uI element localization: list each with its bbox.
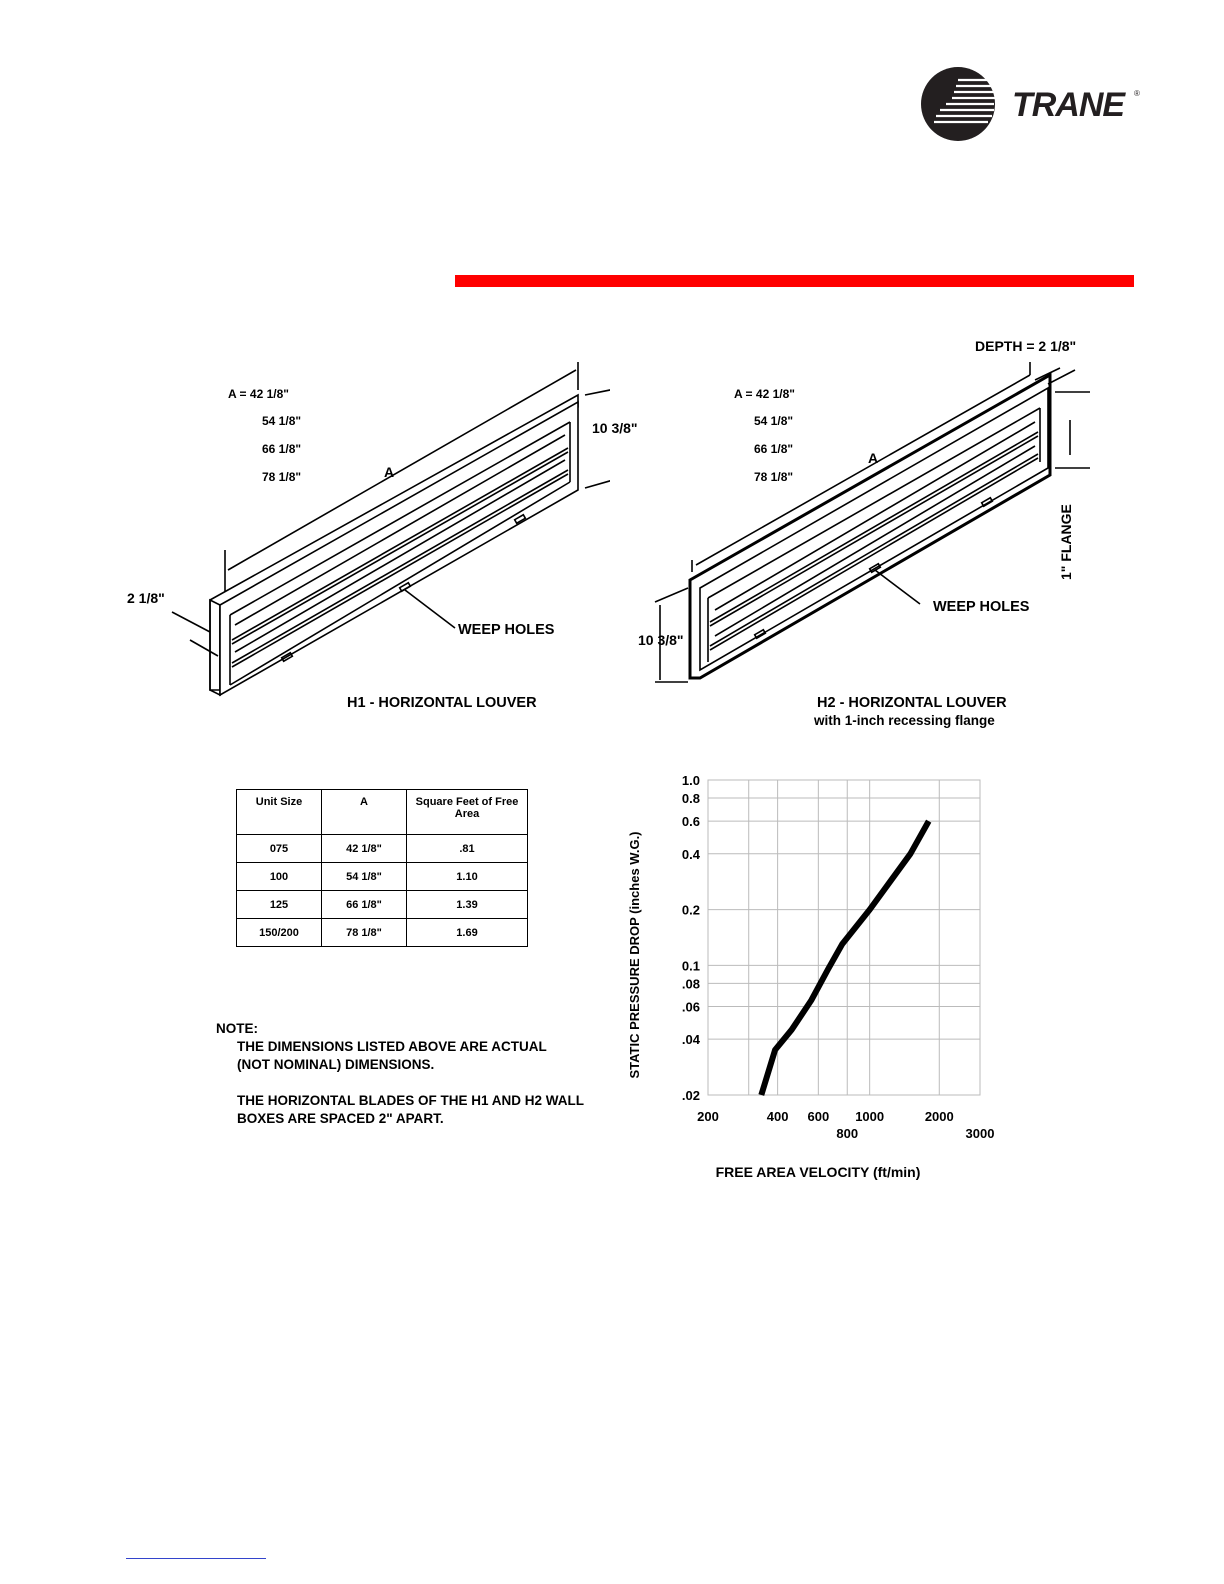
y-tick-label: 1.0	[681, 773, 700, 788]
table-header-cell: Square Feet of Free Area	[407, 790, 528, 835]
table-cell: 1.69	[407, 919, 528, 947]
h1-a-value-3: 66 1/8"	[262, 442, 302, 456]
table-cell: 100	[237, 863, 322, 891]
table-row	[237, 919, 528, 947]
h2-weep-holes-label: WEEP HOLES	[933, 599, 1030, 615]
x-tick-label: 3000	[965, 1126, 995, 1141]
h1-weep-holes-label: WEEP HOLES	[458, 622, 555, 638]
chart-x-label: FREE AREA VELOCITY (ft/min)	[715, 1164, 921, 1180]
h1-caption: H1 - HORIZONTAL LOUVER	[347, 695, 537, 711]
table-cell: 1.39	[407, 891, 528, 919]
trane-logo	[918, 66, 1140, 144]
h2-depth-label: DEPTH = 2 1/8"	[975, 338, 1077, 354]
note-line: BOXES ARE SPACED 2" APART.	[237, 1111, 444, 1126]
h2-flange-label: 1" FLANGE	[1058, 504, 1074, 580]
table-header-cell: Unit Size	[237, 790, 322, 835]
table-cell: .81	[407, 835, 528, 863]
table-cell: 54 1/8"	[322, 863, 407, 891]
x-tick-label: 600	[807, 1109, 830, 1124]
table-cell: 150/200	[237, 919, 322, 947]
table-row	[237, 835, 528, 863]
table-cell: 66 1/8"	[322, 891, 407, 919]
table-header-row	[237, 790, 528, 835]
y-tick-label: .06	[681, 999, 700, 1015]
h1-a-value-4: 78 1/8"	[262, 470, 302, 484]
note-line: (NOT NOMINAL) DIMENSIONS.	[237, 1057, 435, 1072]
h2-a-value-1: A = 42 1/8"	[734, 387, 795, 401]
note-line: THE DIMENSIONS LISTED ABOVE ARE ACTUAL	[237, 1039, 547, 1054]
h2-dim-a: A	[868, 450, 879, 466]
x-tick-label: 800	[836, 1126, 859, 1141]
y-tick-label: 0.6	[681, 814, 700, 830]
pressure-drop-curve	[761, 821, 928, 1095]
unit-size-table	[236, 789, 528, 947]
y-tick-label: 0.4	[681, 846, 700, 862]
table-cell: 1.10	[407, 863, 528, 891]
table-row	[237, 863, 528, 891]
h2-a-value-2: 54 1/8"	[754, 414, 794, 428]
table-cell: 075	[237, 835, 322, 863]
table-cell: 125	[237, 891, 322, 919]
table-row	[237, 891, 528, 919]
h2-a-value-3: 66 1/8"	[754, 442, 794, 456]
x-tick-label: 200	[697, 1109, 719, 1124]
x-tick-label: 400	[766, 1109, 789, 1124]
table-cell: 42 1/8"	[322, 835, 407, 863]
y-tick-label: 0.1	[681, 958, 700, 974]
y-tick-label: 0.8	[681, 790, 700, 806]
footer-link-underline[interactable]	[126, 1558, 266, 1560]
y-tick-label: .02	[681, 1088, 700, 1103]
y-tick-label: .08	[681, 976, 700, 992]
header-red-bar	[455, 275, 1134, 287]
note-title: NOTE:	[216, 1021, 258, 1036]
h2-caption-sub: with 1-inch recessing flange	[814, 713, 995, 728]
h2-a-value-4: 78 1/8"	[754, 470, 794, 484]
h1-a-value-1: A = 42 1/8"	[228, 387, 289, 401]
pressure-drop-chart	[620, 765, 1020, 1195]
h1-dim-a: A	[384, 464, 395, 480]
h2-caption: H2 - HORIZONTAL LOUVER	[817, 695, 1007, 711]
dimension-note	[216, 1020, 584, 1128]
h1-louver-drawing	[110, 350, 610, 730]
h2-louver-drawing	[630, 350, 1090, 730]
chart-series	[761, 821, 928, 1095]
x-tick-label: 1000	[855, 1109, 885, 1124]
x-tick-label: 2000	[924, 1109, 954, 1124]
brand-name: TRANE	[1011, 86, 1125, 124]
table-header-cell: A	[322, 790, 407, 835]
chart-y-label: STATIC PRESSURE DROP (inches W.G.)	[627, 831, 642, 1079]
table-cell: 78 1/8"	[322, 919, 407, 947]
y-tick-label: 0.2	[681, 902, 700, 918]
svg-text:®: ®	[1134, 89, 1140, 98]
h2-dim-height: 10 3/8"	[638, 632, 684, 648]
h1-a-value-2: 54 1/8"	[262, 414, 302, 428]
note-line: THE HORIZONTAL BLADES OF THE H1 AND H2 WALL	[237, 1093, 584, 1108]
y-tick-label: .04	[681, 1032, 700, 1048]
h1-dim-height: 10 3/8"	[592, 420, 638, 436]
h1-dim-depth: 2 1/8"	[127, 590, 165, 606]
